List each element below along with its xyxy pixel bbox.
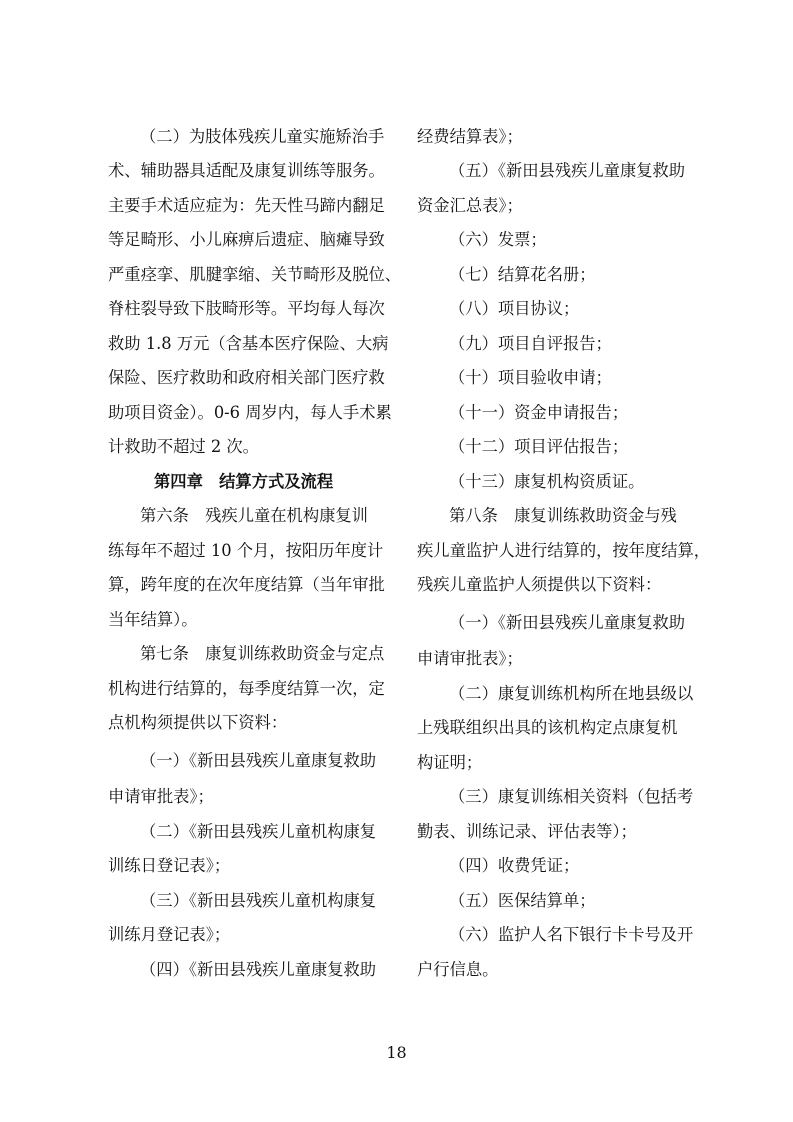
text-line: （一）《新田县残疾儿童康复救助 xyxy=(449,613,686,632)
text-line: （二）康复训练机构所在地县级以 xyxy=(449,684,694,703)
text-line: （七）结算花名册； xyxy=(449,265,596,284)
text-line: 户行信息。 xyxy=(417,960,499,979)
text-line: （三）《新田县残疾儿童机构康复 xyxy=(140,891,377,910)
text-line: 资金汇总表》； xyxy=(417,196,523,215)
text-line: （十一）资金申请报告； xyxy=(449,403,629,422)
text-line: （十）项目验收申请； xyxy=(449,368,612,387)
text-line: 疾儿童监护人进行结算的，按年度结算， xyxy=(417,541,711,560)
text-line: （五）医保结算单； xyxy=(449,891,596,910)
text-line: 脊柱裂导致下肢畸形等。平均每人每次 xyxy=(108,299,385,318)
chapter-heading: 第四章 结算方式及流程 xyxy=(154,472,334,491)
text-line: 保险、医疗救助和政府相关部门医疗救 xyxy=(108,368,385,387)
text-line: （六）发票； xyxy=(449,230,547,249)
text-line: （二）为肢体残疾儿童实施矫治手 xyxy=(140,127,385,146)
text-line: 勤表、训练记录、评估表等）； xyxy=(417,822,637,841)
text-line: （一）《新田县残疾儿童康复救助 xyxy=(140,751,377,770)
text-line: （八）项目协议； xyxy=(449,299,580,318)
text-line: 申请审批表》； xyxy=(108,787,214,806)
text-line: 残疾儿童监护人须提供以下资料： xyxy=(417,575,662,594)
text-line: （五）《新田县残疾儿童康复救助 xyxy=(449,161,686,180)
text-line: 第七条 康复训练救助资金与定点 xyxy=(140,644,385,663)
text-line: （六）监护人名下银行卡卡号及开 xyxy=(449,925,694,944)
text-line: 主要手术适应症为：先天性马蹄内翻足 xyxy=(108,196,385,215)
text-line: 救助 1.8 万元（含基本医疗保险、大病 xyxy=(108,334,389,353)
text-line: 等足畸形、小儿麻痹后遗症、脑瘫导致 xyxy=(108,230,385,249)
text-line: 第六条 残疾儿童在机构康复训 xyxy=(140,506,368,525)
text-line: 计救助不超过 2 次。 xyxy=(108,437,259,456)
text-line: 严重痉挛、肌腱挛缩、关节畸形及脱位、 xyxy=(108,265,402,284)
text-line: 训练日登记表》； xyxy=(108,856,231,875)
text-line: 助项目资金）。0-6 周岁内，每人手术累 xyxy=(108,403,392,422)
text-line: 当年结算）。 xyxy=(108,610,198,629)
text-line: 申请审批表》； xyxy=(417,649,523,668)
text-line: 第八条 康复训练救助资金与残 xyxy=(449,506,677,525)
text-line: 算，跨年度的在次年度结算（当年审批 xyxy=(108,575,385,594)
text-line: 上残联组织出具的该机构定点康复机 xyxy=(417,718,678,737)
text-line: （四）收费凭证； xyxy=(449,856,580,875)
text-line: 训练月登记表》； xyxy=(108,925,231,944)
text-line: 经费结算表》； xyxy=(417,127,523,146)
text-line: 练每年不超过 10 个月，按阳历年度计 xyxy=(108,541,384,560)
text-line: （十三）康复机构资质证。 xyxy=(449,472,645,491)
text-line: （四）《新田县残疾儿童康复救助 xyxy=(140,960,377,979)
text-line: 构证明； xyxy=(417,753,483,772)
page-number: 18 xyxy=(386,1043,407,1062)
text-line: 机构进行结算的，每季度结算一次，定 xyxy=(108,679,385,698)
text-line: 点机构须提供以下资料： xyxy=(108,713,288,732)
text-line: （九）项目自评报告； xyxy=(449,334,612,353)
text-line: 术、辅助器具适配及康复训练等服务。 xyxy=(108,161,385,180)
text-line: （二）《新田县残疾儿童机构康复 xyxy=(140,822,377,841)
text-line: （十二）项目评估报告； xyxy=(449,437,629,456)
text-line: （三）康复训练相关资料（包括考 xyxy=(449,787,694,806)
